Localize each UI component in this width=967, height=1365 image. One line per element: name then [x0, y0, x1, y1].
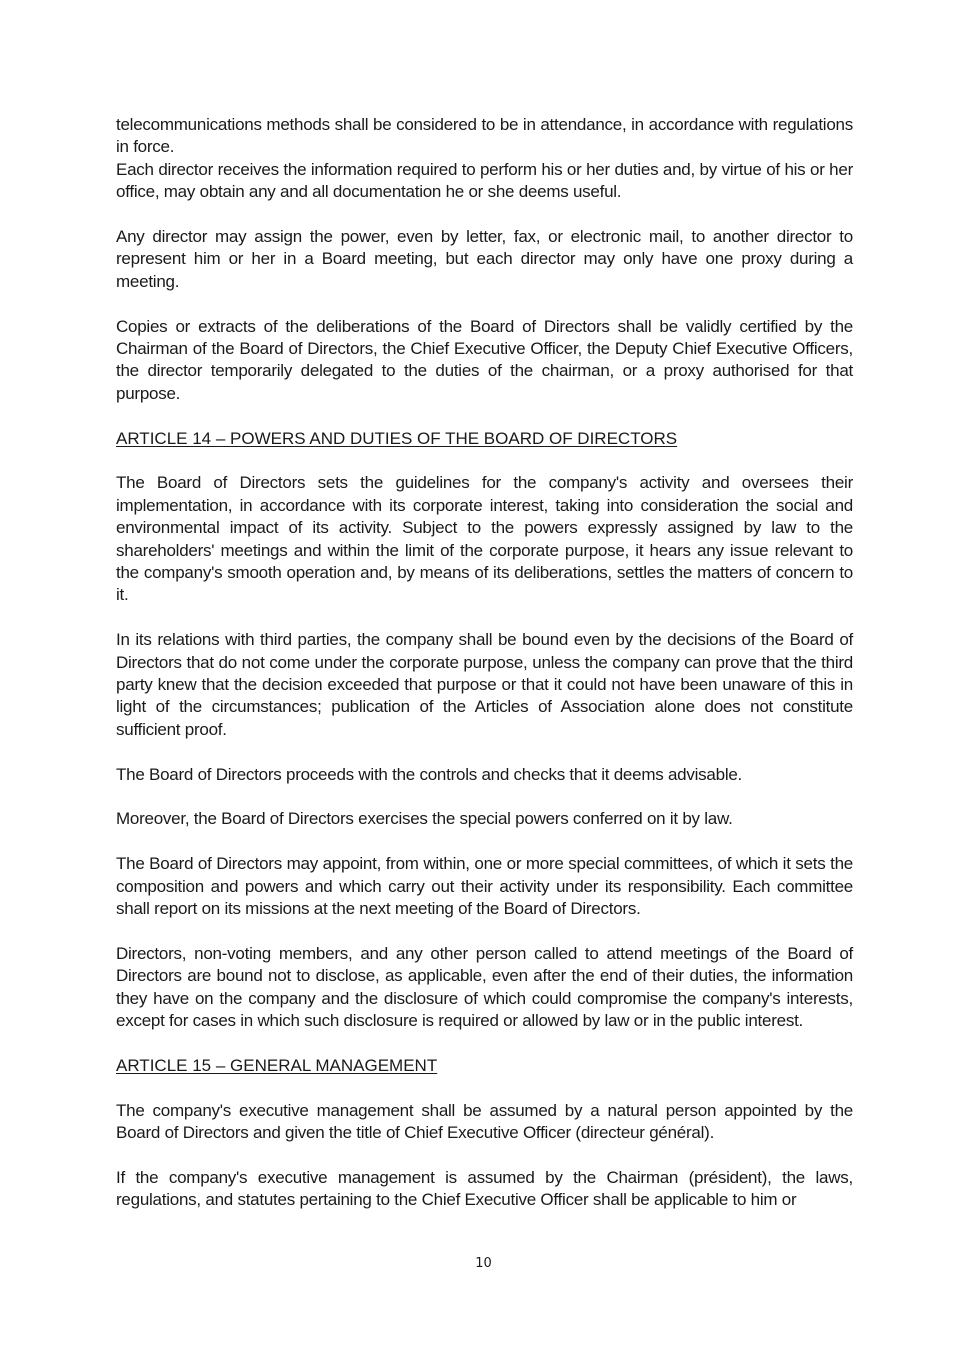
page-number: 10 [475, 1256, 492, 1271]
paragraph-proxy: Any director may assign the power, even by letter, fax, or electronic mail, to another director to represent him or her in a Board meeting, but each director may only have one proxy during a meeting. [116, 227, 853, 291]
paragraph-attendance: telecommunications methods shall be considered to be in attendance, in accordance with regulations in force. [116, 115, 853, 157]
article-14-paragraph: Moreover, the Board of Directors exercises the special powers conferred on it by law. [116, 809, 733, 829]
article-14-paragraph: In its relations with third parties, the company shall be bound even by the decisions of the Board of Directors that do not come under the corporate purpose, unless the company can prove that the third party knew that the decision exceeded that purpose or that it could not have been unaware of this in light of the circumstances; publication of the Articles of Association alone does not constitute sufficient proof. [116, 630, 853, 739]
article-14-paragraph: The Board of Directors proceeds with the controls and checks that it deems advisable. [116, 764, 743, 784]
article-14-paragraph: The Board of Directors may appoint, from within, one or more special committees, of which it sets the composition and powers and which carry out their activity under its responsibility. Each committee shall report on its missions at the next meeting of the Board of Directors. [116, 854, 853, 919]
article-15-heading: ARTICLE 15 – GENERAL MANAGEMENT [116, 1055, 438, 1075]
article-14-paragraph: The Board of Directors sets the guidelines for the company's activity and oversees their implementation, in accordance with its corporate interest, taking into consideration the social and environmental impact of its activity. Subject to the powers expressly assigned by law to the shareholders' meetings and within the limit of the corporate purpose, it hears any issue relevant to the company's smooth operation and, by means of its deliberations, settles the matters of concern to it. [116, 473, 853, 605]
article-14-paragraph: Directors, non-voting members, and any other person called to attend meetings of the Board of Directors are bound not to disclose, as applicable, even after the end of their duties, the information they have on the company and the disclosure of which could compromise the company's interests, except for cases in which such disclosure is required or allowed by law or in the public interest. [116, 943, 853, 1031]
article-15-paragraph: The company's executive management shall be assumed by a natural person appointed by the Board of Directors and given the title of Chief Executive Officer (directeur général). [116, 1100, 853, 1143]
article-14-heading: ARTICLE 14 – POWERS AND DUTIES OF THE BOARD OF DIRECTORS [116, 428, 678, 448]
article-15-paragraph: If the company's executive management is assumed by the Chairman (président), the laws, regulations, and statutes pertaining to the Chief Executive Officer shall be applicable to him or [116, 1167, 853, 1210]
paragraph-certified-copies: Copies or extracts of the deliberations of the Board of Directors shall be validly certified by the Chairman of the Board of Directors, the Chief Executive Officer, the Deputy Chief Executive Officers, the director temporarily delegated to the duties of the chairman, or a proxy authorised for that purpose. [116, 316, 853, 403]
paragraph-director-information: Each director receives the information required to perform his or her duties and, by virtue of his or her office, may obtain any and all documentation he or she deems useful. [116, 159, 853, 202]
page-body [116, 114, 853, 1212]
